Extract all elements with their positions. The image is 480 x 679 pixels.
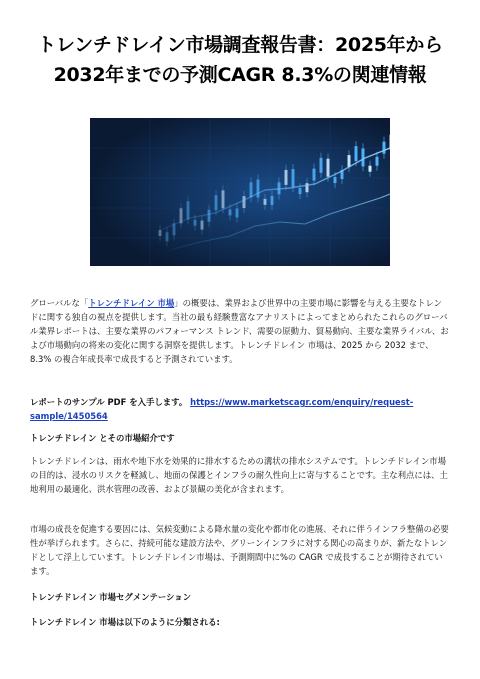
document-title [20, 30, 460, 90]
hero-candle-body [222, 190, 225, 208]
hero-candle-body [215, 195, 218, 210]
intro-text-after: 」の概要は、業界および世界中の主要市場に影響を与える主要なトレンドに関する独自の視点を提供します。当社の最も経験豊富なアナリストによってまとめられたこれらのグローバル業界レポートは、主要な業界のパフォーマンス トレンド、需要の原動力、貿易動向、主要な業界ライバル、および市場動向の将来の変化に関する洞察を提供します。トレンチドレイン 市場は、2025 から 2032 まで、8.3% の複合年成長率で成長すると予測されています。 [30, 298, 449, 364]
hero-candle-body [369, 166, 372, 172]
sample-label: レポートのサンプル PDF を入手します。 [30, 397, 188, 407]
definition-paragraph: トレンチドレインは、雨水や地下水を効果的に排水するための溝状の排水システムです。トレンチドレイン市場の目的は、浸水のリスクを軽減し、地面の保護とインフラの耐久性向上に寄与することです。主な利点には、土地利用の最適化、洪水管理の改善、および景観の美化が含まれます。 [30, 456, 448, 494]
hero-candle-body [383, 142, 386, 154]
hero-stock-chart-image [90, 118, 390, 266]
hero-candle-body [208, 210, 211, 222]
hero-candle-body [355, 146, 358, 161]
hero-candle-body [299, 188, 302, 194]
hero-candle-body [257, 180, 260, 198]
hero-candle-body [271, 196, 274, 205]
hero-candle-body [313, 169, 316, 181]
intro-text-before: グローバルな「 [30, 298, 89, 308]
title-line-2: 2032年までの予測CAGR 8.3%の関連情報 [53, 64, 427, 86]
hero-candle-body [362, 148, 365, 166]
hero-candle-body [194, 220, 197, 226]
hero-candle-body [166, 232, 169, 241]
hero-candle-body [334, 177, 337, 183]
hero-candle-body [348, 155, 351, 167]
hero-candle-body [327, 159, 330, 177]
hero-candle-body [159, 230, 162, 236]
segmentation-heading: トレンチドレイン 市場セグメンテーション [30, 592, 191, 602]
hero-candle-body [187, 201, 190, 219]
sample-request-link[interactable]: https://www.marketscagr.com/enquiry/request-sample/1450564 [30, 397, 414, 421]
hero-candle-body [201, 221, 204, 230]
sample-request-line [30, 395, 450, 423]
hero-chart-graphic [90, 118, 390, 266]
market-intro-heading: トレンチドレイン とその市場紹介です [30, 433, 175, 443]
hero-candle-body [250, 182, 253, 197]
growth-drivers-paragraph: 市場の成長を促進する要因には、気候変動による降水量の変化や都市化の進展、それに伴うインフラ整備の必要性が挙げられます。さらに、持続可能な建設方法や、グリーンインフラに対する関心の高まりが、新たなトレンドとして浮上しています。トレンチドレイン市場は、予測期間中に%の CAGR で成長することが期待されています。 [30, 524, 449, 576]
hero-candle-body [320, 158, 323, 173]
classification-heading: トレンチドレイン 市場は以下のように分類される: [30, 617, 220, 627]
title-line-1: トレンチドレイン市場調査報告書：2025年から [37, 34, 443, 56]
hero-candle-body [376, 157, 379, 166]
hero-candle-body [229, 209, 232, 215]
market-keyword-link[interactable]: トレンチドレイン 市場 [88, 298, 175, 308]
hero-candle-body [264, 199, 267, 205]
hero-candle-body [243, 196, 246, 208]
hero-candle-body [285, 170, 288, 185]
hero-candle-body [236, 208, 239, 217]
hero-candle-body [292, 169, 295, 187]
intro-paragraph [30, 296, 450, 366]
hero-background [90, 118, 390, 266]
